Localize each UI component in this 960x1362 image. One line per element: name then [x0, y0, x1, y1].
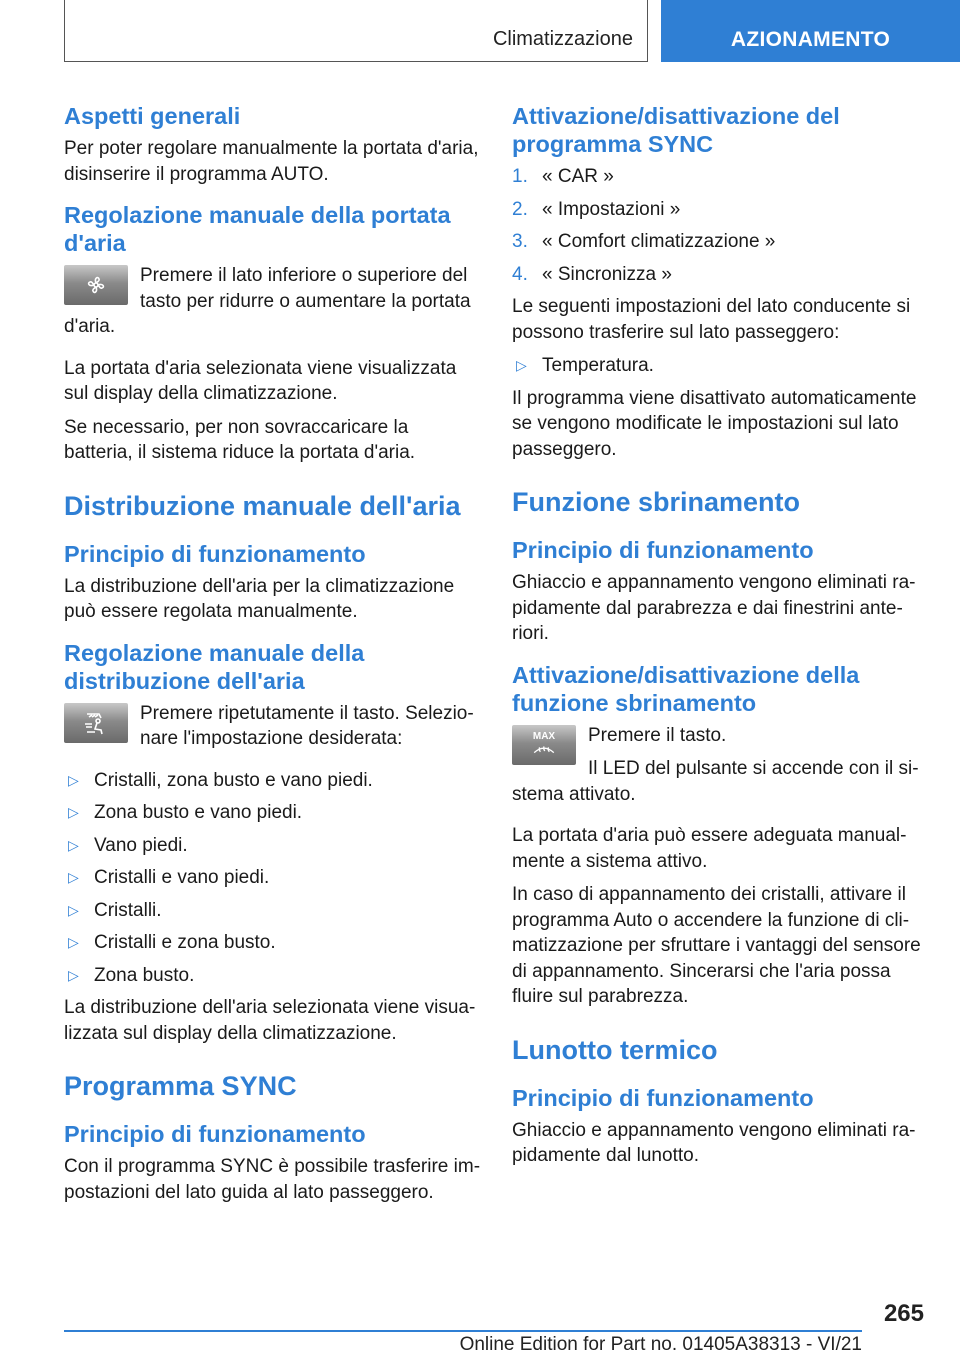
para-sync-transfer: Le seguenti impostazioni del lato conducente si possono trasferire sul lato passeggero:	[512, 296, 911, 343]
max-defrost-button-icon: MAX	[512, 725, 576, 765]
heading-distribuzione: Distribuzione manuale dell'aria	[64, 490, 461, 521]
list-item: ▷ Zona busto.	[64, 963, 480, 989]
right-column	[512, 98, 922, 1177]
para-distribuzione-button: Premere ripetutamente il tasto. Selezio-nare l'impostazione desiderata:	[140, 702, 474, 749]
list-item: ▷ Cristalli e vano piedi.	[64, 865, 480, 891]
heading-principio-2: Principio di funzionamento	[64, 1121, 366, 1147]
heading-sbrinamento: Funzione sbrinamento	[512, 487, 801, 517]
para-sbrinamento-button-2: Il LED del pulsante si accende con il si-stema attivato.	[512, 758, 919, 805]
page-number: 265	[883, 1300, 924, 1327]
list-item: 3. « Comfort climatizzazione »	[512, 231, 776, 252]
footer-edition: Online Edition for Part no. 01405A38313 - VI/21	[459, 1334, 862, 1355]
list-item: 4. « Sincronizza »	[512, 263, 672, 285]
list-item: ▷ Temperatura.	[512, 353, 922, 379]
heading-principio-4: Principio di funzionamento	[512, 1084, 814, 1111]
para-regolazione-2: La portata d'aria selezionata viene visualizzata sul display della climatizzazione.	[64, 357, 457, 404]
header-box	[64, 0, 648, 62]
para-sbrinamento: Ghiaccio e appannamento vengono eliminati ra-pidamente dal parabrezza e dai finestrini ante-riori.	[512, 572, 916, 644]
triangle-bullet-icon: ▷	[516, 357, 527, 373]
para-principio-1: La distribuzione dell'aria per la climatizzazione può essere regolata manualmente.	[64, 575, 455, 622]
para-regolazione-3: Se necessario, per non sovraccaricare la batteria, il sistema riduce la portata d'aria.	[64, 416, 416, 463]
heading-aspetti: Aspetti generali	[64, 103, 241, 129]
para-aspetti: Per poter regolare manualmente la portata d'aria, disinserire il programma AUTO.	[64, 138, 479, 185]
para-sync: Con il programma SYNC è possibile trasferire im-postazioni del lato guida al lato passeggero.	[64, 1156, 481, 1203]
air-distribution-button-icon	[64, 703, 128, 743]
list-item: 2. « Impostazioni »	[512, 198, 681, 220]
chapter-tab	[661, 0, 960, 62]
para-sbrinamento-button-1: Premere il tasto.	[588, 724, 727, 746]
para-sync-off: Il programma viene disattivato automaticamente se vengono modificate le impostazioni sul lato passeggero.	[512, 387, 917, 460]
triangle-bullet-icon: ▷	[68, 804, 79, 820]
para-distribuzione-after: La distribuzione dell'aria selezionata viene visua-lizzata sul display della climatizzazione.	[64, 997, 476, 1044]
triangle-bullet-icon: ▷	[68, 771, 79, 788]
section-title: Climatizzazione	[492, 28, 633, 50]
para-regolazione-button: Premere il lato inferiore o superiore del tasto per ridurre o aumentare la portata d'aria.	[64, 265, 471, 337]
heading-sync: Programma SYNC	[64, 1071, 297, 1101]
list-item: ▷ Zona busto e vano piedi.	[64, 800, 480, 826]
triangle-bullet-icon: ▷	[68, 901, 79, 918]
list-item: 1. « CAR »	[512, 166, 614, 187]
triangle-bullet-icon: ▷	[68, 836, 79, 853]
para-sbrinamento-2: La portata d'aria può essere adeguata manual-mente a sistema attivo.	[512, 825, 907, 872]
triangle-bullet-icon: ▷	[68, 869, 79, 885]
heading-lunotto: Lunotto termico	[512, 1034, 718, 1065]
heading-regolazione-distribuzione: Regolazione manuale della distribuzione dell'aria	[64, 639, 365, 694]
heading-principio-3: Principio di funzionamento	[512, 537, 814, 563]
chapter-title: AZIONAMENTO	[730, 28, 891, 51]
list-item: ▷ Cristalli.	[64, 898, 480, 924]
heading-attivazione-sbrinamento: Attivazione/disattivazione della funzione sbrinamento	[512, 661, 860, 716]
heading-attivazione-sync: Attivazione/disattivazione del programma SYNC	[512, 103, 840, 157]
heading-principio-1: Principio di funzionamento	[64, 540, 366, 567]
footer-divider	[64, 1330, 862, 1332]
list-item: ▷ Cristalli, zona busto e vano piedi.	[64, 768, 480, 794]
sync-transfer-list	[512, 353, 922, 379]
list-item: ▷ Cristalli e zona busto.	[64, 930, 480, 956]
triangle-bullet-icon: ▷	[68, 966, 79, 983]
fan-speed-button-icon	[64, 265, 128, 305]
sync-steps-list	[512, 164, 922, 287]
defrost-button-row	[512, 723, 922, 816]
distribution-list	[64, 768, 480, 989]
para-sbrinamento-3: In caso di appannamento dei cristalli, attivare il programma Auto o accendere la funzione di cli-matizzazione per sfruttare i vantaggi del sensore di appannamento. Sincerarsi che l'aria possa fluire sul parabrezza.	[512, 884, 921, 1007]
air-distribution-button-row	[64, 701, 480, 760]
triangle-bullet-icon: ▷	[68, 934, 79, 950]
fan-button-row	[64, 263, 480, 348]
left-column	[64, 98, 480, 1213]
list-item: ▷ Vano piedi.	[64, 833, 480, 859]
heading-regolazione-portata: Regolazione manuale della portata d'aria	[64, 202, 451, 256]
para-lunotto: Ghiaccio e appannamento vengono eliminati ra-pidamente dal lunotto.	[512, 1119, 916, 1166]
